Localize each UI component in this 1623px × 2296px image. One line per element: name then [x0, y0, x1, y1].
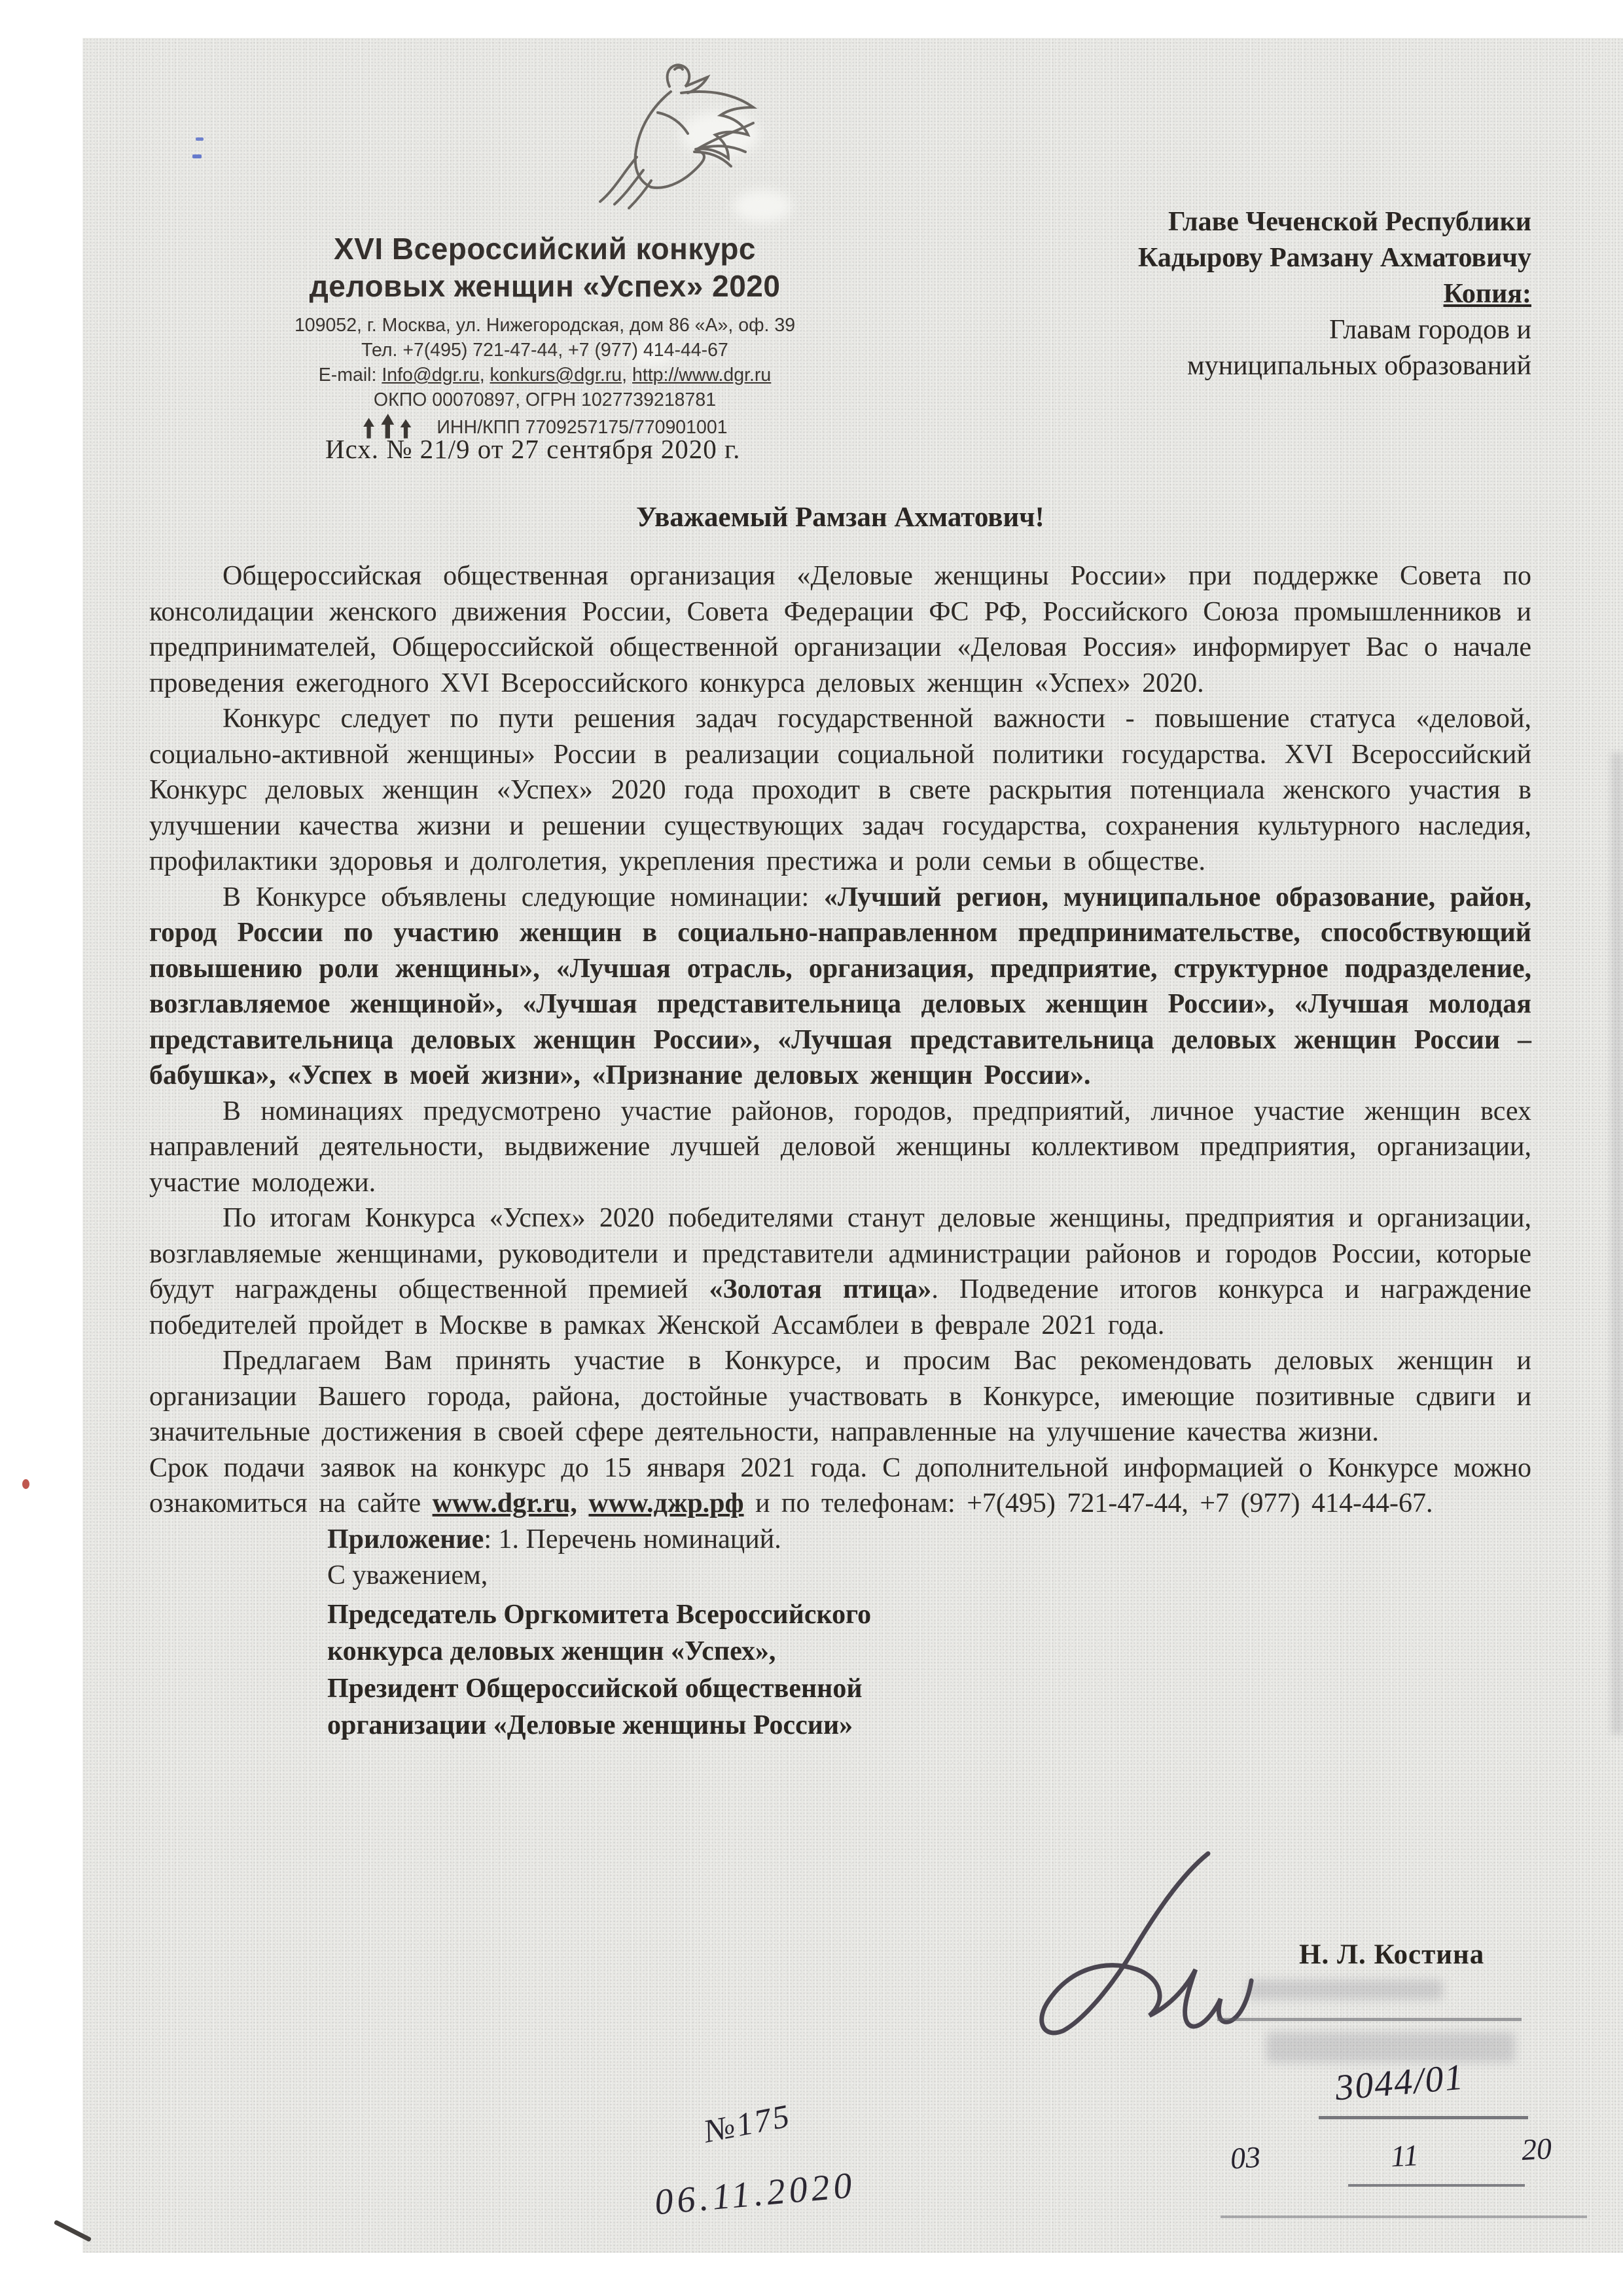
copy-label: Копия:	[1443, 279, 1531, 309]
email-link-konkurs: konkurs@dgr.ru	[490, 365, 622, 386]
stamp-incoming-number: 3044/01	[1333, 2056, 1466, 2109]
attachment-label: Приложение	[327, 1524, 484, 1554]
regards-line: С уважением,	[327, 1560, 488, 1590]
signer-title-line1: Председатель Оргкомитета Всероссийского	[327, 1599, 872, 1630]
paragraph-3-lead: В Конкурсе объявлены следующие номинации:	[223, 882, 824, 912]
signer-title-line2: конкурса деловых женщин «Успех»,	[327, 1636, 776, 1666]
website-link: http://www.dgr.ru	[632, 365, 772, 386]
stamp-illegible-text	[1266, 2032, 1515, 2062]
stamp-rule-bottom	[1221, 2215, 1587, 2218]
paragraph-6: Предлагаем Вам принять участие в Конкурсе, и просим Вас рекомендовать деловых женщин и организации Вашего города, района, достойные участвовать в Конкурсе, имеющие позитивные сдвиги и значительные достижения в своей сфере деятельности, направленные на улучшение качества жизни.	[149, 1346, 1531, 1447]
attachment-line	[327, 1522, 1531, 1558]
paragraph-5	[149, 1200, 1531, 1343]
stamp-number-underline	[1319, 2116, 1528, 2119]
recipient-block	[1001, 204, 1531, 384]
paragraph-4: В номинациях предусмотрено участие районов, городов, предприятий, личное участие женщин всех направлений деятельности, выдвижение лучшей деловой женщины коллективом предприятия, организации, участие молодежи.	[149, 1096, 1531, 1198]
letterhead-okpo-ogrn: ОКПО 00070897, ОГРН 1027739218781	[373, 389, 717, 410]
paragraph-7-text: Срок подачи заявок на конкурс до 15 января 2021 года. С дополнительной информацией о Конкурсе можно ознакомиться на сайте	[149, 1452, 1531, 1518]
registration-stamp	[1207, 1954, 1600, 2235]
stamp-month-underline	[1348, 2184, 1525, 2187]
paragraph-7	[149, 1450, 1531, 1522]
red-speck	[22, 1479, 29, 1489]
paragraph-3-nominations: «Лучший регион, муниципальное образование, район, город России по участию женщин в социально-направленном предпринимательстве, способствующий повышению роли женщины», «Лучшая отрасль, организация, предприятие, структурное подразделение, возглавляемое женщиной», «Лучшая представительница деловых женщин России», «Лучшая молодая представительница деловых женщин России», «Лучшая представительница деловых женщин России – бабушка», «Успех в моей жизни», «Признание деловых женщин России».	[149, 882, 1531, 1090]
separator	[577, 1488, 589, 1518]
letterhead	[193, 230, 897, 442]
outgoing-number: Исх. № 21/9 от 27 сентября 2020 г.	[325, 434, 741, 464]
letterhead-inn-kpp: ИНН/КПП 7709257175/770901001	[437, 417, 728, 438]
handwritten-number: №175	[700, 2096, 794, 2150]
handwritten-date: 06.11.2020	[652, 2164, 857, 2223]
signer-title-line4: организации «Деловые женщины России»	[327, 1710, 853, 1740]
paragraph-5-text2: . Подведение итогов конкурса и награждение победителей пройдет в Москве в рамках Женской Ассамблеи в феврале 2021 года.	[149, 1274, 1531, 1340]
paragraph-2: Конкурс следует по пути решения задач государственной важности - повышение статуса «деловой, социально-активной женщины» России в реализации социальной политики государства. XVI Всероссийский Конкурс деловых женщин «Успех» 2020 года проходит в свете раскрытия потенциала женского участия в улучшении качества жизни и решении существующих задач государства, сохранения культурного наследия, профилактики здоровья и долголетия, укрепления престижа и роли семьи в обществе.	[149, 704, 1531, 876]
paragraph-5-text: По итогам Конкурса «Успех» 2020 победителями станут деловые женщины, предприятия и организации, возглавляемые женщинами, руководители и представители администрации районов и городов России, которые будут награждены общественной премией	[149, 1203, 1531, 1304]
letterhead-address: 109052, г. Москва, ул. Нижегородская, дом 86 «А», оф. 39	[294, 315, 796, 336]
blue-speck	[196, 137, 204, 141]
recipient-line2: Кадырову Рамзану Ахматовичу	[1137, 243, 1531, 273]
blue-speck	[192, 154, 202, 158]
stamp-illegible-text	[1247, 1980, 1443, 2000]
letterhead-phone: Тел. +7(495) 721-47-44, +7 (977) 414-44-67	[361, 340, 728, 361]
attachment-text: : 1. Перечень номинаций.	[484, 1524, 781, 1554]
golden-bird-award: «Золотая птица»	[709, 1274, 932, 1304]
email-label: E-mail:	[318, 365, 377, 386]
letterhead-title-line2: деловых женщин «Успех» 2020	[309, 269, 781, 303]
separator: ,	[622, 365, 632, 386]
recipient-line1: Главе Чеченской Республики	[1168, 207, 1531, 237]
site-link-cyrillic: www.джр.рф	[588, 1488, 744, 1518]
paragraph-3	[149, 880, 1531, 1094]
stamp-month: 11	[1389, 2138, 1419, 2174]
signer-name: Н. Л. Костина	[1299, 1939, 1485, 1970]
dove-logo	[560, 52, 776, 223]
letterhead-email-line	[193, 363, 897, 387]
paragraph-1: Общероссийская общественная организация «Деловые женщины России» при поддержке Совета по консолидации женского движения России, Совета Федерации ФС РФ, Российского Союза промышленников и предпринимателей, Общероссийской общественной организации «Деловая Россия» информирует Вас о начале проведения ежегодного XVI Всероссийского конкурса деловых женщин «Успех» 2020.	[149, 561, 1531, 698]
site-link-dgr: www.dgr.ru,	[432, 1488, 577, 1518]
separator: ,	[479, 365, 490, 386]
email-link-info: Info@dgr.ru	[382, 365, 480, 386]
stamp-rule-top	[1217, 2018, 1522, 2021]
letter-body	[149, 501, 1531, 1744]
letterhead-title-line1: XVI Всероссийский конкурс	[333, 232, 757, 266]
stamp-year: 20	[1520, 2131, 1553, 2167]
recipient-line4: муниципальных образований	[1187, 351, 1531, 381]
salutation: Уважаемый Рамзан Ахматович!	[636, 502, 1044, 533]
stamp-day: 03	[1229, 2140, 1262, 2176]
signature-titles	[327, 1596, 1204, 1744]
scan-edge-shadow	[1611, 753, 1623, 1734]
signer-title-line3: Президент Общероссийской общественной	[327, 1673, 863, 1704]
paragraph-7-text2: и по телефонам: +7(495) 721-47-44, +7 (977) 414-44-67.	[743, 1488, 1433, 1518]
recipient-line3: Главам городов и	[1329, 315, 1531, 345]
